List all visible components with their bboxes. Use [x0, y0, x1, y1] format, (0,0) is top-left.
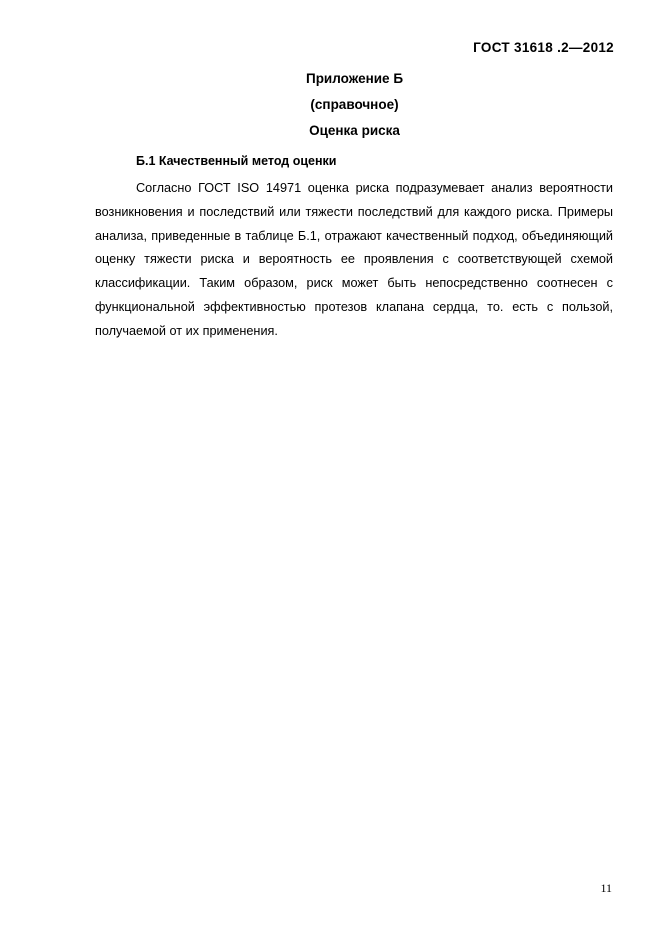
page-number: 11 [600, 881, 612, 895]
appendix-title-block [0, 70, 661, 148]
document-standard-code: ГОСТ 31618 .2—2012 [473, 40, 614, 55]
appendix-label: Приложение Б [305, 71, 404, 86]
body-paragraph: Согласно ГОСТ ISO 14971 оценка риска подразумевает анализ вероятности возникновения и последствий или тяжести последствий для каждого риска. Примеры анализа, приведенные в таблице Б.1, отражают качественный подход, объединяющий оценку тяжести риска и вероятность ее проявления с соответствующей схемой классификации. Таким образом, риск может быть непосредственно соотнесен с функциональной эффективностью протезов клапана сердца, то. есть с пользой, получаемой от их применения. [95, 181, 613, 338]
section-heading: Б.1 Качественный метод оценки [136, 154, 337, 168]
appendix-title: Оценка риска [309, 123, 400, 138]
appendix-type: (справочное) [310, 97, 399, 112]
